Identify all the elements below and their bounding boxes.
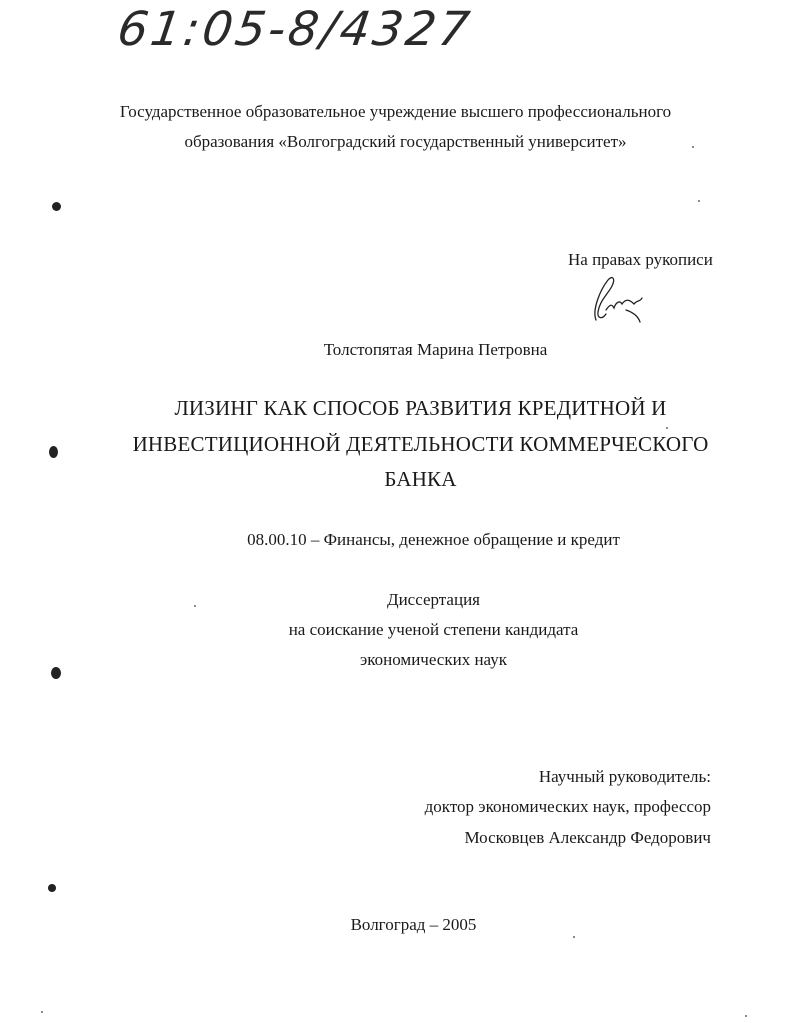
scan-dot: [194, 605, 196, 607]
scan-dot: [692, 146, 694, 148]
supervisor-name: Московцев Александр Федорович: [464, 828, 711, 847]
institution-line-1: Государственное образовательное учреждение высшего профессионального: [119, 102, 672, 121]
title-line-3: БАНКА: [384, 467, 457, 491]
author-name: Толстопятая Марина Петровна: [323, 340, 548, 359]
scan-speck: [48, 884, 56, 892]
degree-line-3: экономических наук: [359, 650, 508, 669]
scan-dot: [745, 1015, 747, 1017]
scan-speck: [49, 446, 58, 458]
supervisor-credentials: доктор экономических наук, профессор: [424, 797, 711, 816]
archive-number-stamp: 61:05-8/4327: [114, 2, 476, 57]
scan-dot: [666, 427, 668, 429]
scan-dot: [41, 1011, 43, 1013]
title-line-2: ИНВЕСТИЦИОННОЙ ДЕЯТЕЛЬНОСТИ КОММЕРЧЕСКОГО: [132, 432, 709, 456]
place-and-year: Волгоград – 2005: [350, 915, 477, 934]
scan-speck: [51, 667, 61, 679]
specialty-code: 08.00.10 – Финансы, денежное обращение и кредит: [247, 530, 620, 549]
scan-dot: [698, 200, 700, 202]
rights-note: На правах рукописи: [568, 250, 713, 269]
institution-line-2: образования «Волгоградский государственный университет»: [184, 132, 627, 151]
title-line-1: ЛИЗИНГ КАК СПОСОБ РАЗВИТИЯ КРЕДИТНОЙ И: [174, 396, 667, 420]
degree-line-1: Диссертация: [386, 590, 480, 609]
scan-dot: [573, 936, 575, 938]
degree-line-2: на соискание ученой степени кандидата: [288, 620, 579, 639]
handwritten-signature: [582, 270, 652, 330]
supervisor-label: Научный руководитель:: [538, 767, 711, 786]
scan-speck: [52, 202, 61, 211]
